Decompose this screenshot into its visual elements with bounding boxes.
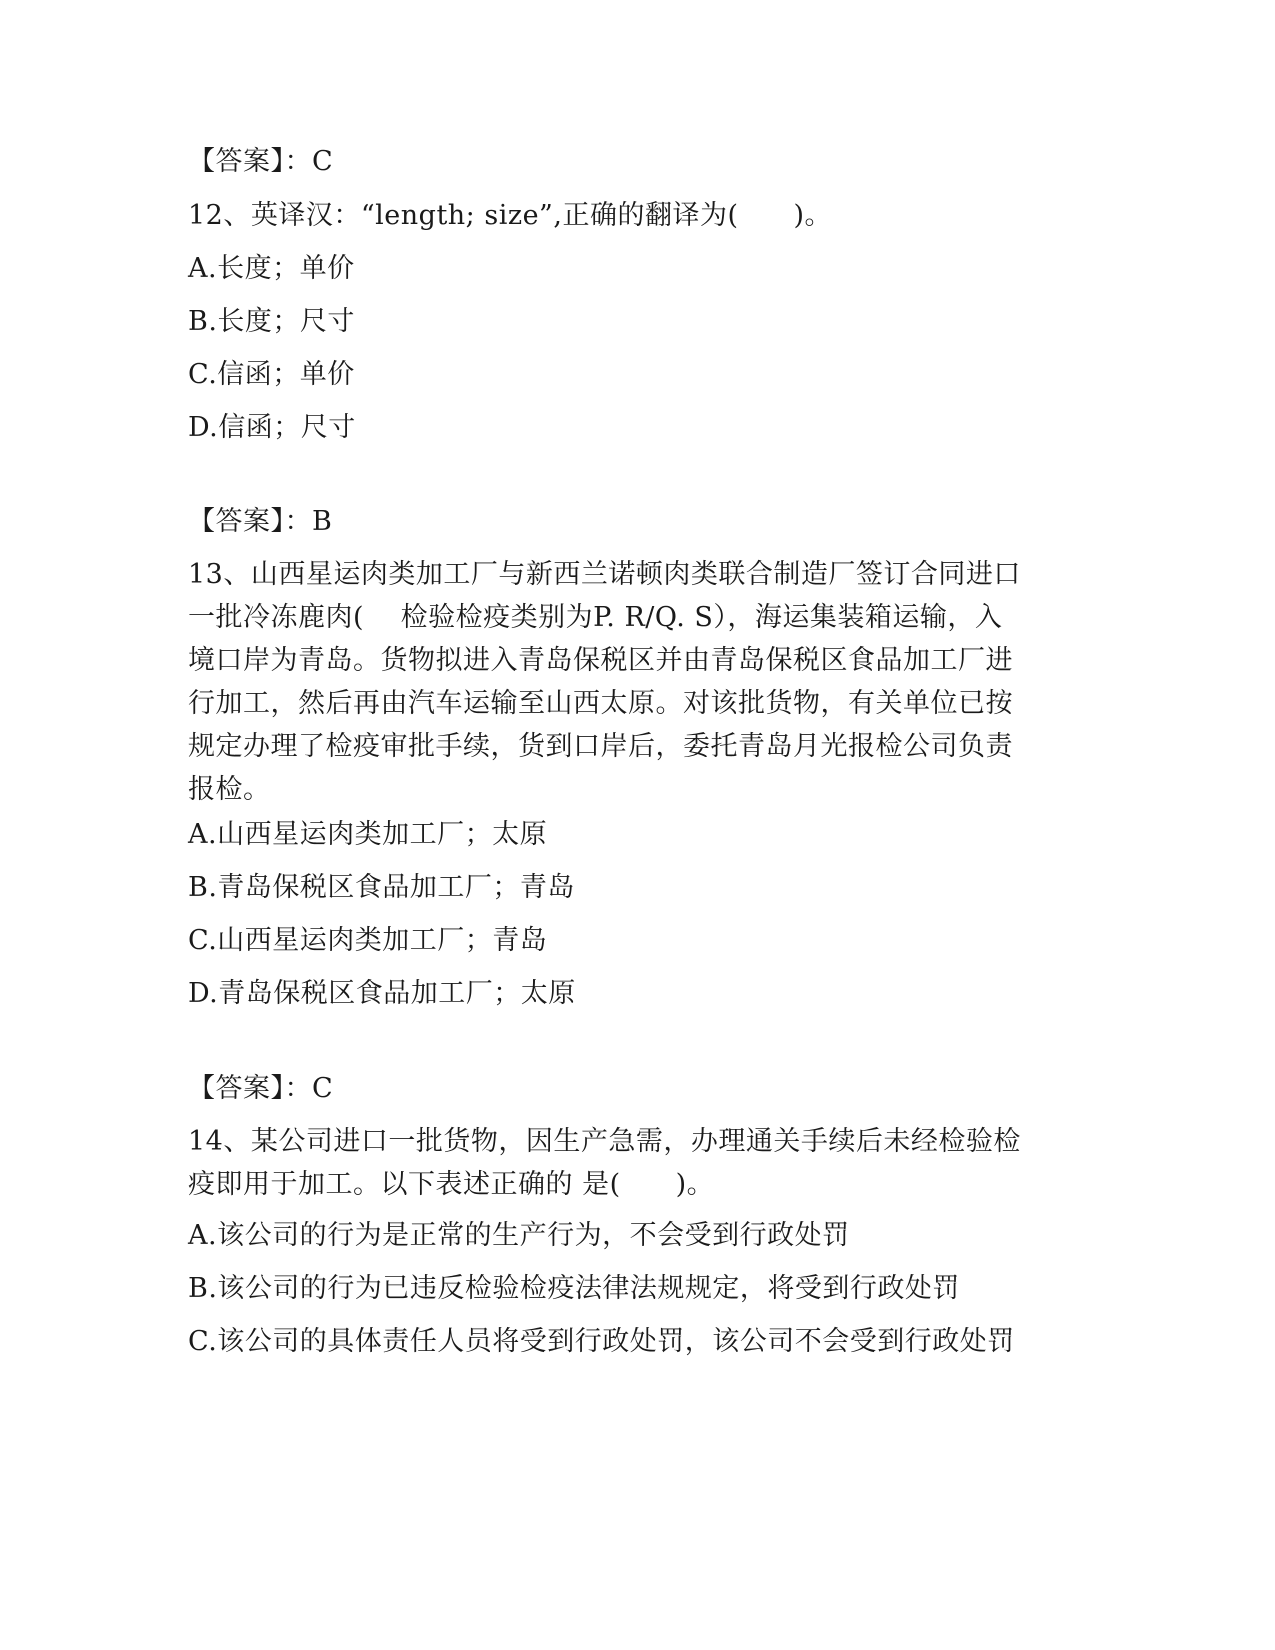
q13-stem-line: 境口岸为青岛。货物拟进入青岛保税区并由青岛保税区食品加工厂进 <box>188 645 1013 676</box>
q13-stem-line: 规定办理了检疫审批手续，货到口岸后，委托青岛月光报检公司负责 <box>188 731 1013 762</box>
q14-stem <box>188 1120 1088 1206</box>
q13-option-c: C.山西星运肉类加工厂；青岛 <box>188 925 548 956</box>
q14-stem-line: 疫即用于加工。以下表述正确的 是( )。 <box>188 1169 715 1200</box>
q13-stem-line: 报检。 <box>188 774 271 805</box>
q12-stem: 12、英译汉：“length; size”,正确的翻译为( )。 <box>188 200 833 231</box>
q14-stem-line: 14、某公司进口一批货物，因生产急需，办理通关手续后未经检验检 <box>188 1126 1021 1157</box>
q14-option-a: A.该公司的行为是正常的生产行为，不会受到行政处罚 <box>188 1220 850 1251</box>
q13-option-d: D.青岛保税区食品加工厂；太原 <box>188 978 576 1009</box>
q13-option-b: B.青岛保税区食品加工厂；青岛 <box>188 872 575 903</box>
q13-answer: 【答案】：C <box>188 1073 334 1104</box>
q14-option-b: B.该公司的行为已违反检验检疫法律法规规定，将受到行政处罚 <box>188 1273 960 1304</box>
q12-option-d: D.信函；尺寸 <box>188 412 356 443</box>
q11-answer: 【答案】：C <box>188 146 334 177</box>
q12-answer: 【答案】：B <box>188 506 333 537</box>
q14-option-c: C.该公司的具体责任人员将受到行政处罚，该公司不会受到行政处罚 <box>188 1326 1015 1357</box>
q12-option-b: B.长度；尺寸 <box>188 306 355 337</box>
q13-stem-line: 一批冷冻鹿肉( 检验检疫类别为P. R/Q. S），海运集装箱运输，入 <box>188 602 1003 633</box>
q13-option-a: A.山西星运肉类加工厂；太原 <box>188 819 548 850</box>
q12-option-c: C.信函；单价 <box>188 359 355 390</box>
q12-option-a: A.长度；单价 <box>188 253 355 284</box>
q13-stem-line: 行加工，然后再由汽车运输至山西太原。对该批货物，有关单位已按 <box>188 688 1013 719</box>
q13-stem <box>188 553 1088 811</box>
q13-stem-line: 13、山西星运肉类加工厂与新西兰诺顿肉类联合制造厂签订合同进口 <box>188 559 1021 590</box>
